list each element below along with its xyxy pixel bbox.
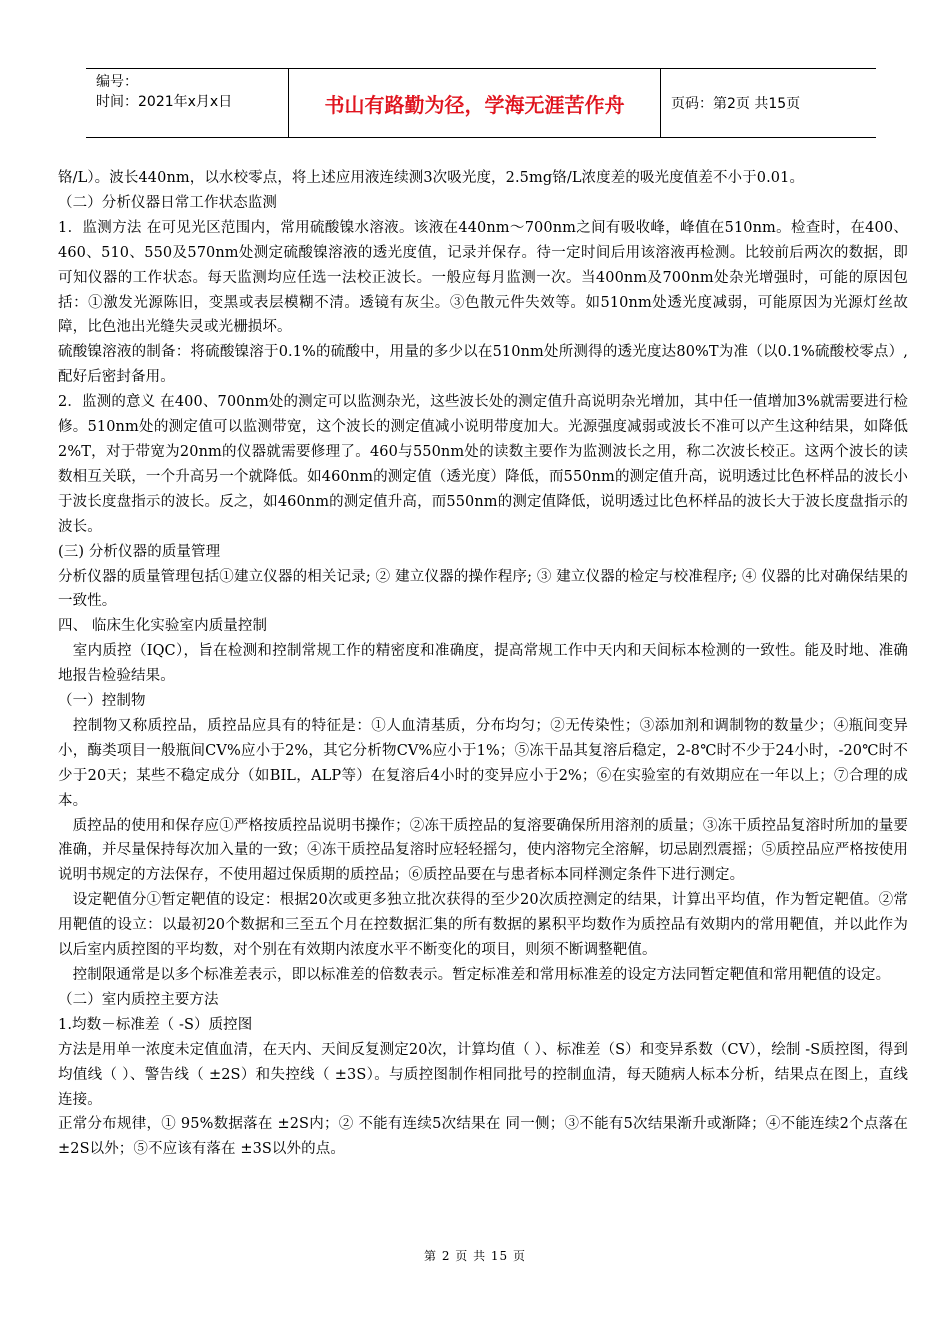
paragraph: 控制限通常是以多个标准差表示，即以标准差的倍数表示。暂定标准差和常用标准差的设定方法同暂定靶值和常用靶值的设定。 [58, 967, 891, 983]
section-heading: 1.均数－标准差（ -S）质控图 [58, 1016, 253, 1033]
document-number: 编号： [96, 74, 138, 90]
section-heading: （二）分析仪器日常工作状态监测 [58, 194, 277, 211]
paragraph: 质控品的使用和保存应①严格按质控品说明书操作；②冻干质控品的复溶要确保所用溶剂的质量；③冻干质控品复溶时所加的量要准确，并尽量保持每次加入量的一致；④冻干质控品复溶时应轻轻摇匀，使内溶物完全溶解，切忌剧烈震摇；⑤质控品应严格按使用说明书规定的方法保存，不使用超过保质期的质控品；⑥质控品要在与患者标本同样测定条件下进行测定。 [58, 817, 908, 884]
paragraph: 方法是用单一浓度未定值血清，在天内、天间反复测定20次，计算均值（ ）、标准差（S）和变异系数（CV），绘制 -S质控图，得到均值线（ ）、警告线（ ±2S）和失控线（ ±3S）。与质控图制作相同批号的控制血清，每天随病人标本分析，结果点在图上，直线连接。 [58, 1041, 908, 1108]
paragraph: 铬/L）。波长440nm，以水校零点，将上述应用液连续测3次吸光度，2.5mg铬/L浓度差的吸光度值差不小于0.01。 [58, 170, 805, 186]
section-heading: (三) 分析仪器的质量管理 [58, 543, 221, 560]
header-meta [86, 69, 288, 137]
section-heading: 四、 临床生化实验室内质量控制 [58, 618, 268, 635]
paragraph: 设定靶值分①暂定靶值的设定：根据20次或更多独立批次获得的至少20次质控测定的结果，计算出平均值，作为暂定靶值。②常用靶值的设立：以最初20个数据和三至五个月在控数据汇集的所有数据的累积平均数作为质控品有效期内的常用靶值，并以此作为以后室内质控图的平均数，对个别在有效期内浓度水平不断变化的项目，则须不断调整靶值。 [58, 892, 908, 959]
paragraph: 室内质控（IQC），旨在检测和控制常规工作的精密度和准确度，提高常规工作中天内和天间标本检测的一致性。能及时地、准确地报告检验结果。 [58, 643, 908, 685]
header-page-number: 页码：第2页 共15页 [671, 96, 801, 112]
paragraph: 2．监测的意义 在400、700nm处的测定可以监测杂光，这些波长处的测定值升高说明杂光增加，其中任一值增加3%就需要进行检修。510nm处的测定值可以监测带宽，这个波长的测定值减小说明带度加大。光源强度减弱或波长不准可以产生这种结果，如降低2%T，对于带宽为20nm的仪器就需要修理了。460与550nm处的读数主要作为监测波长之用，称二次波长校正。这两个波长的读数相互关联，一个升高另一个就降低。如460nm的测定值（透光度）降低，而550nm的测定值升高，说明透过比色杯样品的波长小于波长度盘指示的波长。反之，如460nm的测定值升高，而550nm的测定值降低，说明透过比色杯样品的波长大于波长度盘指示的波长。 [58, 394, 908, 535]
page-header [86, 68, 876, 138]
header-motto: 书山有路勤为径，学海无涯苦作舟 [288, 69, 661, 137]
paragraph: 控制物又称质控品，质控品应具有的特征是：①人血清基质，分布均匀；②无传染性；③添加剂和调制物的数量少；④瓶间变异小，酶类项目一般瓶间CV%应小于2%，其它分析物CV%应小于1%；⑤冻干品其复溶后稳定，2-8℃时不少于24小时，-20℃时不少于20天；某些不稳定成分（如BIL，ALP等）在复溶后4小时的变异应小于2%；⑥在实验室的有效期应在一年以上；⑦合理的成本。 [58, 717, 908, 809]
section-heading: （一）控制物 [58, 693, 146, 710]
paragraph: 分析仪器的质量管理包括①建立仪器的相关记录; ② 建立仪器的操作程序; ③ 建立仪器的检定与校准程序; ④ 仪器的比对确保结果的一致性。 [58, 568, 908, 610]
paragraph: 正常分布规律，① 95%数据落在 ±2S内；② 不能有连续5次结果在 同一侧；③不能有5次结果渐升或渐降；④不能连续2个点落在 ±2S以外；⑤不应该有落在 ±3S以外的点。 [58, 1116, 908, 1158]
page-footer: 第 2 页 共 15 页 [424, 1249, 526, 1263]
document-body [58, 166, 908, 1162]
paragraph: 硫酸镍溶液的制备：将硫酸镍溶于0.1%的硫酸中，用量的多少以在510nm处所测得的透光度达80%T为准（以0.1%硫酸校零点）,配好后密封备用。 [58, 344, 908, 386]
document-date: 时间：2021年x月x日 [96, 94, 233, 110]
section-heading: （二）室内质控主要方法 [58, 991, 219, 1008]
paragraph: 1．监测方法 在可见光区范围内，常用硫酸镍水溶液。该液在440nm～700nm之间有吸收峰，峰值在510nm。检查时，在400、460、510、550及570nm处测定硫酸镍溶液的透光度值，记录并保存。待一定时间后用该溶液再检测。比较前后两次的数据，即可知仪器的工作状态。每天监测均应任选一法校正波长。一般应每月监测一次。当400nm及700nm处杂光增强时，可能的原因包括：①激发光源陈旧，变黑或表层模糊不清。透镜有灰尘。③色散元件失效等。如510nm处透光度减弱，可能原因为光源灯丝故障，比色池出光缝失灵或光栅损坏。 [58, 219, 908, 336]
